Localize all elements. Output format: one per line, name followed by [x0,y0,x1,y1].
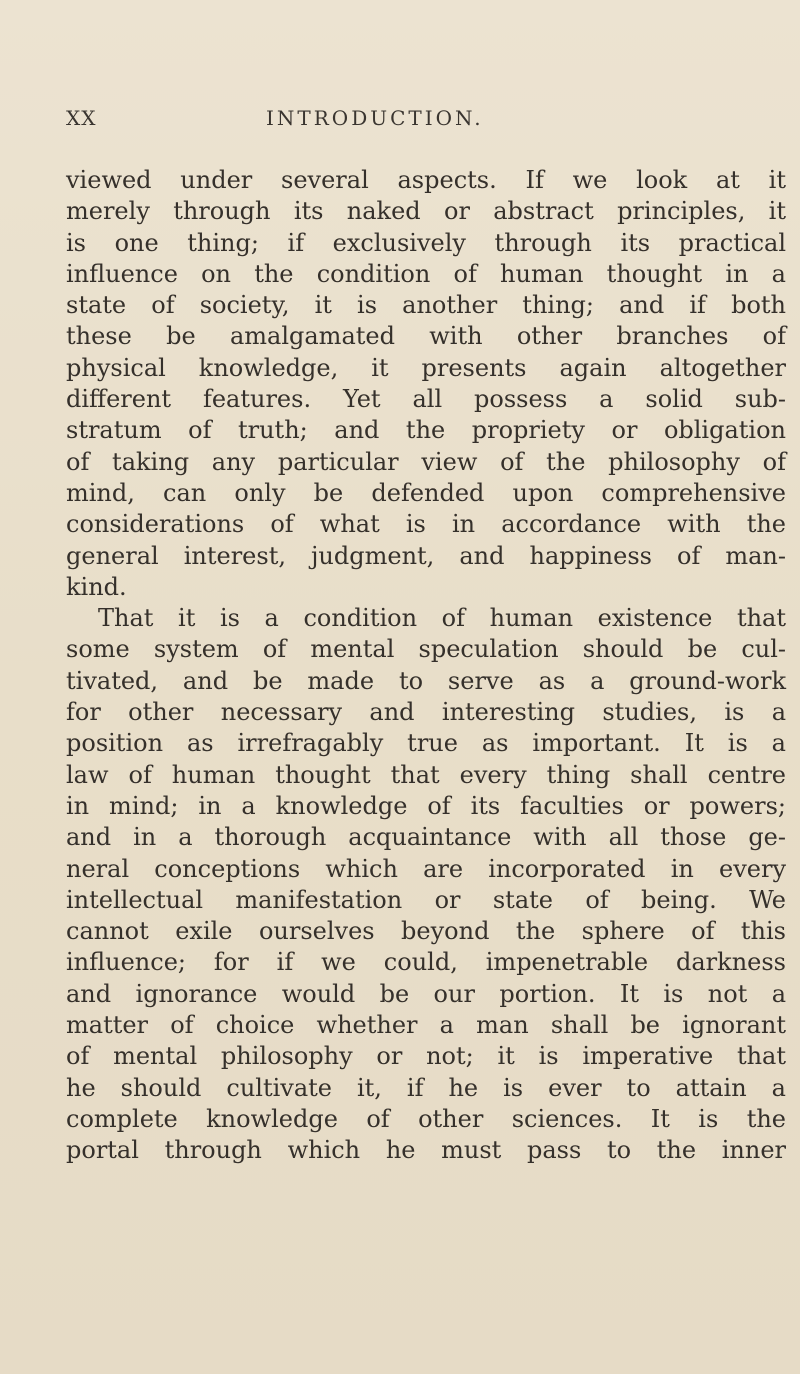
text-line: of taking any particular view of the philosophy of [66,447,786,476]
text-line: That it is a condition of human existence that [98,604,786,633]
text-line: and ignorance would be our portion. It is not a [66,979,786,1008]
text-line: neral conceptions which are incorporated in every [66,854,786,883]
text-line: these be amalgamated with other branches of [66,322,786,351]
text-line: viewed under several aspects. If we look at it [66,166,786,194]
running-head [66,106,786,138]
text-line: considerations of what is in accordance with the [66,510,786,539]
text-line: stratum of truth; and the propriety or obligation [66,416,786,445]
text-line: complete knowledge of other sciences. It is the [66,1104,786,1133]
paragraph [66,603,786,1166]
text-line: is one thing; if exclusively through its practical [66,228,786,257]
running-title: INTRODUCTION. [266,106,484,130]
text-line: state of society, it is another thing; and if both [66,291,786,320]
text-line: law of human thought that every thing shall centre [66,760,786,789]
text-line: influence on the condition of human thought in a [66,259,786,288]
text-line: mind, can only be defended upon comprehensive [66,478,786,507]
text-line: of mental philosophy or not; it is imperative that [66,1042,786,1071]
text-line: matter of choice whether a man shall be ignorant [66,1011,786,1040]
text-line: portal through which he must pass to the inner [66,1136,786,1165]
text-line: influence; for if we could, impenetrable darkness [66,948,786,977]
text-line: tivated, and be made to serve as a ground-work [66,666,786,695]
body-text [66,165,786,1167]
text-line: position as irrefragably true as important. It is a [66,729,786,758]
text-line: he should cultivate it, if he is ever to attain a [66,1073,786,1102]
text-line: general interest, judgment, and happiness of man- [66,541,786,570]
text-line: kind. [66,572,127,601]
page-number: XX [66,106,97,130]
text-line: cannot exile ourselves beyond the sphere of this [66,917,786,946]
text-line: merely through its naked or abstract principles, it [66,197,786,226]
text-line: physical knowledge, it presents again altogether [66,353,786,382]
text-line: in mind; in a knowledge of its faculties or powers; [66,791,786,820]
text-line: intellectual manifestation or state of being. We [66,885,786,914]
text-line: different features. Yet all possess a solid sub- [66,385,786,414]
text-line: and in a thorough acquaintance with all those ge- [66,823,786,852]
text-line: some system of mental speculation should be cul- [66,635,786,664]
text-line: for other necessary and interesting studies, is a [66,698,786,727]
paragraph [66,165,786,603]
